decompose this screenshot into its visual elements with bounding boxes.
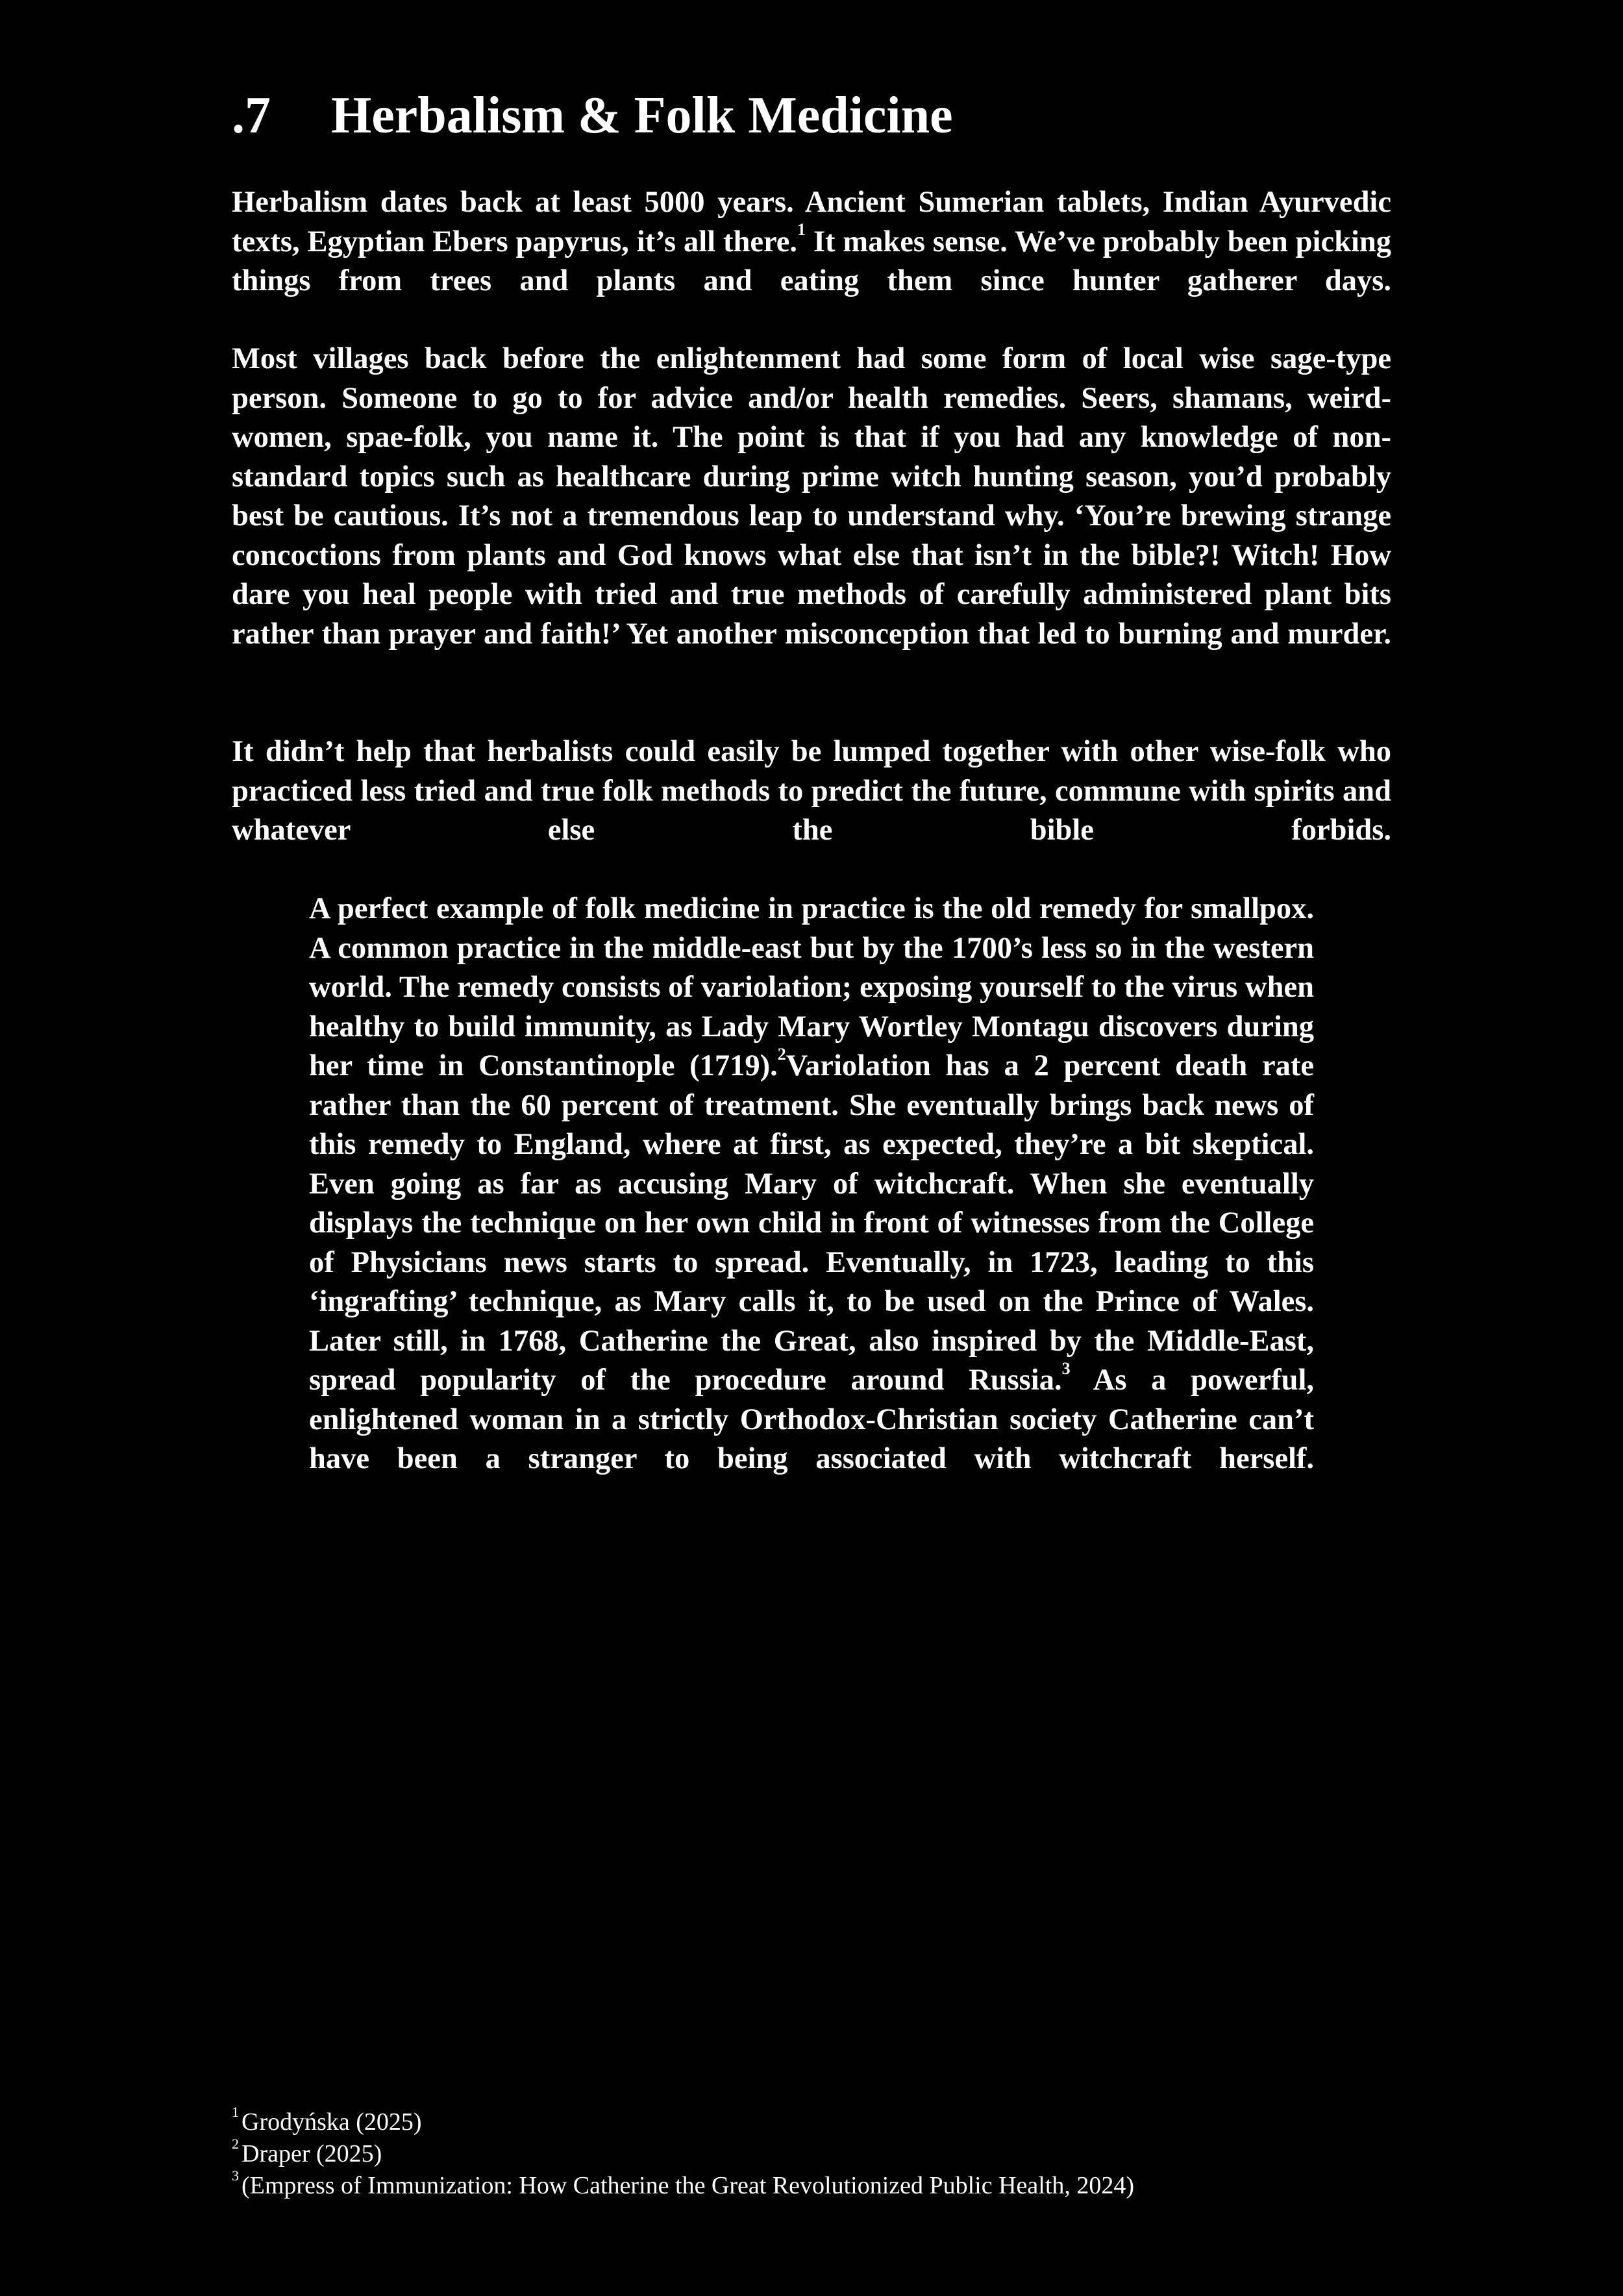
footnote-text: Grodyńska (2025): [242, 2108, 422, 2136]
block-quote-text-a: A perfect example of folk medicine in practice is the old remedy for smallpox. A common practice in the middle-east but by the 1700’s less so in the western world. The remedy consists of variolation; exposing yourself to the virus when healthy to build immunity, as Lady Mary Wortley Montagu discovers during her time in Constantinople (1719).: [309, 892, 1314, 1082]
footnote-ref-3: 3: [1061, 1358, 1071, 1378]
footnote-item: [232, 2106, 1134, 2138]
footnote-ref-2: 2: [777, 1044, 786, 1064]
paragraph-3: It didn’t help that herbalists could easily be lumped together with other wise-folk who practiced less tried and true folk methods to predict the future, commune with spirits and whatever else the bible forbids.: [232, 735, 1391, 847]
section-heading: [232, 83, 953, 148]
footnote-ref-1: 1: [797, 220, 806, 239]
section-title: Herbalism & Folk Medicine: [331, 87, 953, 144]
paragraph-1-text-b: It makes sense. We’ve probably been picking things from trees and plants and eating them since hunter gatherer days.: [232, 225, 1391, 297]
paragraph-2: Most villages back before the enlightenment had some form of local wise sage-type person. Someone to go to for advice and/or health remedies. Seers, shamans, weird-women, spae-folk, you name it. The point is that if you had any knowledge of non-standard topics such as healthcare during prime witch hunting season, you’d probably best be cautious. It’s not a tremendous leap to understand why. ‘You’re brewing strange concoctions from plants and God knows what else that isn’t in the bible?! Witch! How dare you heal people with tried and true methods of carefully administered plant bits rather than prayer and faith!’ Yet another misconception that led to burning and murder.: [232, 342, 1391, 651]
footnote-text: Draper (2025): [242, 2140, 382, 2167]
section-number: .7: [232, 87, 271, 144]
paragraph-1: [232, 183, 1391, 301]
footnote-item: [232, 2167, 1135, 2202]
footnote-text: (Empress of Immunization: How Catherine the Great Revolutionized Public Health, 2024): [242, 2172, 1135, 2199]
block-quote-text-c: As a powerful, enlightened woman in a strictly Orthodox-Christian society Catherine can’t have been a stranger to being associated with witchcraft herself.: [309, 1364, 1314, 1475]
footnote-number: 1: [232, 2104, 239, 2121]
block-quote: [309, 890, 1314, 1479]
footnotes: [232, 2106, 1134, 2202]
paragraph-1-text-a: Herbalism dates back at least 5000 years. Ancient Sumerian tablets, Indian Ayurvedic texts, Egyptian Ebers papyrus, it’s all there.: [232, 186, 1391, 258]
block-quote-text-b: Variolation has a 2 percent death rate rather than the 60 percent of treatment. She eventually brings back news of this remedy to England, where at first, as expected, they’re a bit skeptical. Even going as far as accusing Mary of witchcraft. When she eventually displays the technique on her own child in front of witnesses from the College of Physicians news starts to spread. Eventually, in 1723, leading to this ‘ingrafting’ technique, as Mary calls it, to be used on the Prince of Wales. Later still, in 1768, Catherine the Great, also inspired by the Middle-East, spread popularity of the procedure around Russia.: [309, 1049, 1314, 1397]
footnote-number: 3: [232, 2167, 239, 2184]
footnote-number: 2: [232, 2136, 239, 2152]
footnote-item: [232, 2138, 1134, 2170]
